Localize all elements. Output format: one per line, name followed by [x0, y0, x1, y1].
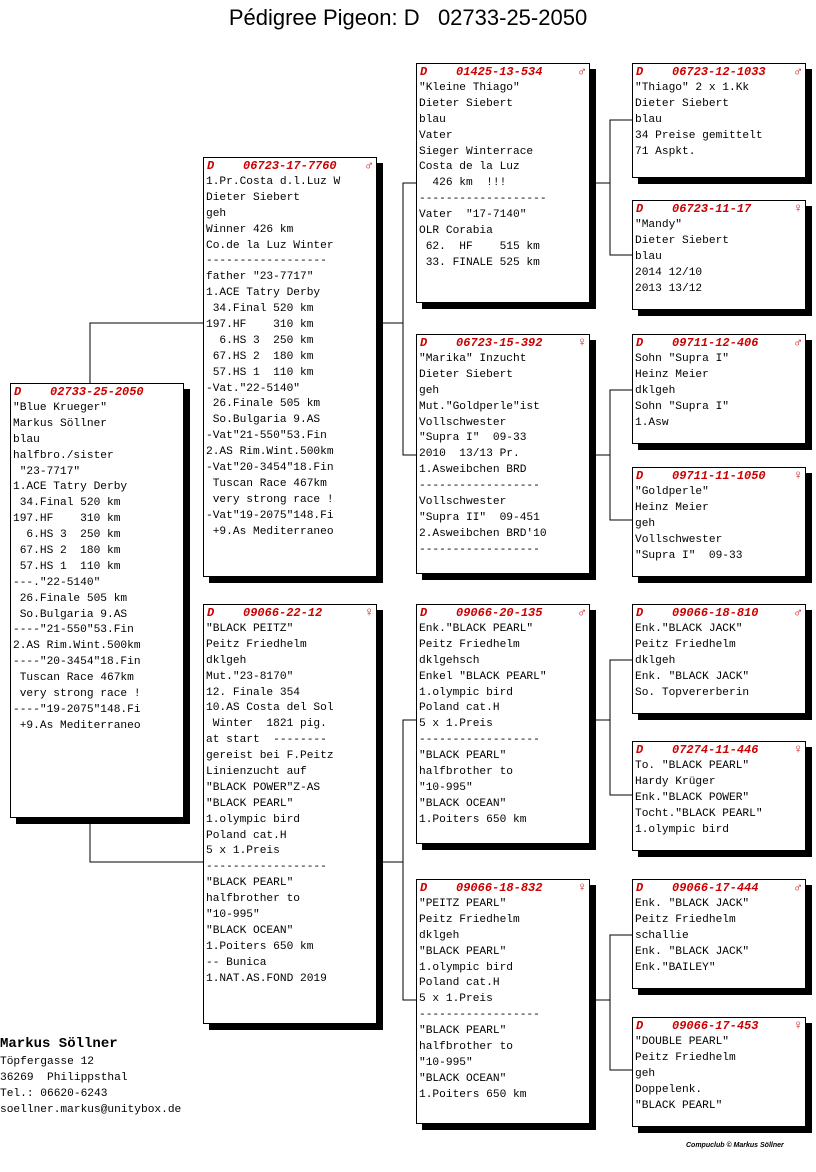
card-line: geh — [419, 384, 440, 397]
card-line: Sieger Winterrace — [419, 145, 534, 158]
card-line: Tuscan Race 467km — [13, 672, 134, 685]
card-line: "Kleine Thiago" — [419, 82, 520, 94]
male-symbol-icon: ♂ — [578, 605, 586, 620]
card-line: Tuscan Race 467km — [206, 477, 327, 490]
card-line: "BLACK PEARL" — [419, 750, 507, 763]
pedigree-card-fff — [632, 63, 806, 178]
ring-code: 09066-22-12 — [243, 606, 323, 620]
pedigree-card-fmm — [632, 467, 806, 577]
card-line: 2014 12/10 — [635, 266, 703, 279]
footer-credit: Compuclub © Markus Söllner — [686, 1142, 784, 1149]
card-body — [417, 895, 589, 1104]
female-symbol-icon: ♀ — [365, 605, 373, 620]
card-line: -Vat"19-2075"148.Fi — [206, 509, 334, 522]
card-line: 2.AS Rim.Wint.500km — [13, 640, 141, 653]
connector-father — [377, 183, 416, 455]
pedigree-card-subject — [10, 383, 184, 818]
card-line: Vollschwester — [419, 496, 507, 509]
female-symbol-icon: ♀ — [794, 468, 802, 483]
pedigree-card-mm — [416, 879, 590, 1124]
card-body — [204, 620, 376, 987]
card-line: Enk."BLACK POWER" — [635, 791, 750, 804]
card-line: Dieter Siebert — [419, 368, 513, 381]
card-line: +9.As Mediterraneo — [206, 525, 334, 538]
ring-code: 07274-11-446 — [672, 743, 759, 757]
card-line: halfbro./sister — [13, 449, 114, 462]
card-header — [11, 384, 183, 399]
card-line: geh — [635, 517, 656, 530]
card-line: Tocht."BLACK PEARL" — [635, 807, 763, 820]
card-line: 1.olympic bird — [635, 823, 729, 836]
card-line: -Vat"20-3454"18.Fin — [206, 462, 334, 475]
card-line: "DOUBLE PEARL" — [635, 1036, 729, 1048]
card-line: 57.HS 1 110 km — [13, 560, 121, 573]
card-line: 6.HS 3 250 km — [206, 334, 314, 347]
ring-code: 06723-11-17 — [672, 202, 752, 216]
card-line: 26.Finale 505 km — [13, 592, 128, 605]
card-line: ------------------ — [206, 255, 327, 268]
ring-code: 09066-18-810 — [672, 606, 759, 620]
card-line: Dieter Siebert — [635, 97, 729, 110]
card-line: 57.HS 1 110 km — [206, 366, 314, 379]
card-header — [633, 605, 805, 620]
ring-number — [636, 336, 758, 350]
card-line: 2.AS Rim.Wint.500km — [206, 446, 334, 459]
owner-info — [0, 1034, 181, 1118]
card-line: 6.HS 3 250 km — [13, 529, 121, 542]
connector-mm — [590, 935, 632, 1070]
card-line: Enk. "BLACK JACK" — [635, 945, 750, 958]
card-header — [633, 880, 805, 895]
card-line: Winter 1821 pig. — [206, 718, 327, 731]
ring-prefix: D — [636, 743, 644, 757]
card-body — [11, 399, 183, 735]
card-line: 1.Pr.Costa d.l.Luz W — [206, 176, 341, 188]
card-header — [204, 605, 376, 620]
card-line: Dieter Siebert — [419, 97, 513, 110]
pedigree-card-mother — [203, 604, 377, 1024]
card-line: Peitz Friedhelm — [635, 638, 736, 651]
ring-code: 06723-15-392 — [456, 336, 543, 350]
card-line: dklgeh — [419, 929, 460, 942]
card-line: "Supra I" 09-33 — [419, 432, 527, 445]
card-line: 10.AS Costa del Sol — [206, 702, 334, 715]
card-line: blau — [635, 113, 662, 126]
connector-mf — [590, 660, 632, 795]
card-line: 1.olympic bird — [419, 686, 513, 699]
card-line: Mut."Goldperle"ist — [419, 400, 540, 413]
card-line: 1.Asw — [635, 416, 669, 429]
card-body — [633, 79, 805, 160]
card-line: ------------------ — [419, 480, 540, 493]
card-line: So.Bulgaria 9.AS — [13, 608, 128, 621]
card-line: halfbrother to — [419, 1041, 513, 1054]
ring-prefix: D — [636, 336, 644, 350]
card-line: 67.HS 2 180 km — [206, 350, 314, 363]
ring-prefix: D — [420, 336, 428, 350]
card-line: "Mandy" — [635, 219, 682, 231]
card-line: dklgeh — [635, 384, 676, 397]
card-line: 26.Finale 505 km — [206, 398, 321, 411]
card-line: 197.HF 310 km — [13, 513, 121, 526]
card-line: "10-995" — [419, 781, 473, 794]
pedigree-card-ff — [416, 63, 590, 303]
card-line: "Marika" Inzucht — [419, 353, 527, 365]
card-line: "BLACK POWER"Z-AS — [206, 781, 321, 794]
card-line: Co.de la Luz Winter — [206, 239, 334, 252]
card-line: 197.HF 310 km — [206, 319, 314, 332]
card-line: ---."22-5140" — [13, 576, 101, 589]
pedigree-card-mfm — [632, 741, 806, 851]
male-symbol-icon: ♂ — [365, 158, 373, 173]
card-line: halfbrother to — [419, 766, 513, 779]
ring-number — [636, 202, 751, 216]
card-line: 34.Final 520 km — [13, 497, 121, 510]
card-line: "BLACK PEARL" — [419, 1025, 507, 1038]
card-line: 34 Preise gemittelt — [635, 129, 763, 142]
male-symbol-icon: ♂ — [578, 64, 586, 79]
ring-code: 06723-12-1033 — [672, 65, 766, 79]
card-line: -- Bunica — [206, 956, 267, 969]
ring-code: 09066-18-832 — [456, 881, 543, 895]
card-line: dklgeh — [206, 654, 247, 667]
card-line: Sohn "Supra I" — [635, 353, 729, 365]
ring-number — [420, 881, 542, 895]
card-line: "BLACK PEARL" — [206, 877, 294, 890]
card-line: 2.Asweibchen BRD'10 — [419, 527, 547, 540]
card-line: 5 x 1.Preis — [419, 718, 493, 731]
card-line: 67.HS 2 180 km — [13, 545, 121, 558]
card-line: Poland cat.H — [206, 829, 287, 842]
owner-city: 36269 Philippsthal — [0, 1072, 128, 1084]
card-body — [633, 620, 805, 701]
ring-number — [420, 336, 542, 350]
card-line: 426 km !!! — [419, 177, 507, 190]
connector-mother — [377, 720, 416, 1000]
ring-prefix: D — [636, 606, 644, 620]
page-title: Pédigree Pigeon: D 02733-25-2050 — [228, 5, 588, 30]
pedigree-card-fmf — [632, 334, 806, 444]
card-line: "Blue Krueger" — [13, 402, 107, 414]
pedigree-card-mmf — [632, 879, 806, 989]
card-line: 33. FINALE 525 km — [419, 256, 540, 269]
owner-phone: Tel.: 06620-6243 — [0, 1088, 108, 1100]
card-line: "23-7717" — [13, 465, 81, 478]
ring-prefix: D — [207, 606, 215, 620]
card-body — [417, 350, 589, 559]
card-line: ------------------ — [419, 1009, 540, 1022]
ring-code: 09066-17-453 — [672, 1019, 759, 1033]
card-line: 5 x 1.Preis — [206, 845, 280, 858]
card-header — [633, 335, 805, 350]
card-line: "Goldperle" — [635, 486, 709, 498]
card-line: Vater "17-7140" — [419, 209, 527, 222]
card-line: +9.As Mediterraneo — [13, 719, 141, 732]
ring-code: 06723-17-7760 — [243, 159, 337, 173]
card-header — [633, 201, 805, 216]
card-line: ------------------ — [206, 861, 327, 874]
ring-prefix: D — [420, 65, 428, 79]
card-line: OLR Corabia — [419, 225, 493, 238]
card-line: "Supra I" 09-33 — [635, 549, 743, 562]
ring-code: 09066-20-135 — [456, 606, 543, 620]
card-line: ------------------ — [419, 543, 540, 556]
card-line: 1.ACE Tatry Derby — [13, 481, 128, 494]
card-line: "BLACK PEARL" — [419, 945, 507, 958]
card-body — [633, 895, 805, 976]
card-line: Heinz Meier — [635, 368, 709, 381]
ring-number — [636, 469, 766, 483]
card-line: Doppelenk. — [635, 1083, 703, 1096]
card-line: dklgeh — [635, 654, 676, 667]
card-line: ----"19-2075"148.Fi — [13, 703, 141, 716]
card-line: geh — [635, 1067, 656, 1080]
card-line: schallie — [635, 929, 689, 942]
card-header — [417, 64, 589, 79]
pedigree-card-fm — [416, 334, 590, 574]
card-line: Enk. "BLACK JACK" — [635, 670, 750, 683]
card-line: 62. HF 515 km — [419, 240, 540, 253]
ring-prefix: D — [636, 881, 644, 895]
ring-prefix: D — [420, 606, 428, 620]
pedigree-card-mf — [416, 604, 590, 844]
card-header — [417, 880, 589, 895]
card-line: ----"21-550"53.Fin — [13, 624, 134, 637]
card-line: "BLACK OCEAN" — [419, 1072, 507, 1085]
owner-name: Markus Söllner — [0, 1036, 118, 1052]
card-line: Peitz Friedhelm — [635, 1051, 736, 1064]
connector-ff — [590, 120, 632, 255]
card-line: 71 Aspkt. — [635, 145, 696, 158]
ring-prefix: D — [420, 881, 428, 895]
card-line: Markus Söllner — [13, 417, 107, 430]
card-line: 1.Poiters 650 km — [419, 813, 527, 826]
female-symbol-icon: ♀ — [794, 742, 802, 757]
male-symbol-icon: ♂ — [794, 64, 802, 79]
card-header — [633, 64, 805, 79]
card-line: "Thiago" 2 x 1.Kk — [635, 82, 750, 94]
card-line: gereist bei F.Peitz — [206, 750, 334, 763]
card-header — [417, 335, 589, 350]
card-line: "Supra II" 09-451 — [419, 511, 540, 524]
male-symbol-icon: ♂ — [794, 605, 802, 620]
ring-prefix: D — [636, 202, 644, 216]
card-body — [417, 620, 589, 829]
card-line: ------------------ — [419, 734, 540, 747]
card-line: 1.Poiters 650 km — [206, 940, 314, 953]
card-line: blau — [419, 113, 446, 126]
ring-prefix: D — [207, 159, 215, 173]
card-line: Winner 426 km — [206, 223, 294, 236]
card-line: Enk."BAILEY" — [635, 961, 716, 974]
ring-number — [14, 385, 144, 399]
card-line: Costa de la Luz — [419, 161, 520, 174]
card-line: 1.Poiters 650 km — [419, 1088, 527, 1101]
ring-code: 01425-13-534 — [456, 65, 543, 79]
ring-number — [420, 606, 542, 620]
card-line: Dieter Siebert — [206, 191, 300, 204]
card-line: Enk. "BLACK JACK" — [635, 898, 750, 910]
ring-code: 09711-12-406 — [672, 336, 759, 350]
card-line: Peitz Friedhelm — [419, 913, 520, 926]
card-line: 5 x 1.Preis — [419, 993, 493, 1006]
ring-code: 02733-25-2050 — [50, 385, 144, 399]
card-line: Hardy Krüger — [635, 775, 716, 788]
card-line: blau — [635, 250, 662, 263]
female-symbol-icon: ♀ — [578, 880, 586, 895]
ring-prefix: D — [636, 65, 644, 79]
card-line: "BLACK PEARL" — [206, 797, 294, 810]
card-line: -Vat"21-550"53.Fin — [206, 430, 327, 443]
card-body — [417, 79, 589, 272]
ring-number — [207, 159, 337, 173]
card-line: Vollschwester — [635, 533, 723, 546]
ring-number — [420, 65, 542, 79]
card-line: Mut."23-8170" — [206, 670, 294, 683]
male-symbol-icon: ♂ — [794, 880, 802, 895]
card-line: dklgehsch — [419, 654, 480, 667]
female-symbol-icon: ♀ — [794, 1018, 802, 1033]
card-line: "10-995" — [419, 1056, 473, 1069]
card-line: Peitz Friedhelm — [419, 638, 520, 651]
card-line: "BLACK OCEAN" — [419, 797, 507, 810]
card-line: Peitz Friedhelm — [206, 638, 307, 651]
card-body — [633, 350, 805, 431]
card-line: Vollschwester — [419, 416, 507, 429]
card-line: father "23-7717" — [206, 271, 314, 284]
card-header — [417, 605, 589, 620]
ring-number — [636, 606, 758, 620]
card-body — [633, 483, 805, 564]
card-line: Enk."BLACK JACK" — [635, 623, 743, 635]
ring-code: 09711-11-1050 — [672, 469, 766, 483]
card-body — [204, 173, 376, 540]
ring-prefix: D — [14, 385, 22, 399]
card-line: 1.Asweibchen BRD — [419, 464, 527, 477]
card-header — [633, 468, 805, 483]
ring-number — [636, 743, 758, 757]
pedigree-card-ffm — [632, 200, 806, 310]
card-header — [204, 158, 376, 173]
card-line: 1.olympic bird — [206, 813, 300, 826]
card-line: Sohn "Supra I" — [635, 400, 729, 413]
card-line: Linienzucht auf — [206, 766, 307, 779]
ring-number — [636, 881, 758, 895]
card-line: "BLACK PEITZ" — [206, 623, 294, 635]
card-line: halfbrother to — [206, 893, 300, 906]
card-header — [633, 742, 805, 757]
ring-prefix: D — [636, 1019, 644, 1033]
card-body — [633, 1033, 805, 1114]
card-line: very strong race ! — [206, 493, 334, 506]
card-line: To. "BLACK PEARL" — [635, 760, 750, 772]
card-line: So. Topvererberin — [635, 686, 750, 699]
card-header — [633, 1018, 805, 1033]
card-line: at start -------- — [206, 734, 327, 747]
card-line: Heinz Meier — [635, 501, 709, 514]
ring-number — [636, 1019, 758, 1033]
card-line: Dieter Siebert — [635, 234, 729, 247]
card-line: ----"20-3454"18.Fin — [13, 656, 141, 669]
card-line: Poland cat.H — [419, 702, 500, 715]
card-line: So.Bulgaria 9.AS — [206, 414, 321, 427]
card-line: 12. Finale 354 — [206, 686, 300, 699]
card-line: Vater — [419, 129, 453, 142]
card-body — [633, 757, 805, 838]
card-line: very strong race ! — [13, 688, 141, 701]
male-symbol-icon: ♂ — [794, 335, 802, 350]
pedigree-card-mff — [632, 604, 806, 714]
ring-prefix: D — [636, 469, 644, 483]
card-line: "10-995" — [206, 909, 260, 922]
card-line: 34.Final 520 km — [206, 303, 314, 316]
card-line: "BLACK PEARL" — [635, 1099, 723, 1112]
card-line: 1.NAT.AS.FOND 2019 — [206, 972, 327, 985]
female-symbol-icon: ♀ — [578, 335, 586, 350]
card-line: 2013 13/12 — [635, 282, 703, 295]
owner-street: Töpfergasse 12 — [0, 1056, 94, 1068]
ring-code: 09066-17-444 — [672, 881, 759, 895]
card-line: -Vat."22-5140" — [206, 382, 300, 395]
card-line: Enk."BLACK PEARL" — [419, 623, 534, 635]
ring-number — [636, 65, 766, 79]
female-symbol-icon: ♀ — [794, 201, 802, 216]
owner-email: soellner.markus@unitybox.de — [0, 1104, 182, 1116]
card-line: ------------------- — [419, 193, 547, 206]
card-line: Peitz Friedhelm — [635, 913, 736, 926]
card-line: 1.olympic bird — [419, 961, 513, 974]
card-line: blau — [13, 433, 40, 446]
card-line: Enkel "BLACK PEARL" — [419, 670, 547, 683]
pedigree-card-father — [203, 157, 377, 577]
ring-number — [207, 606, 322, 620]
connector-fm — [590, 390, 632, 520]
card-body — [633, 216, 805, 297]
card-line: Poland cat.H — [419, 977, 500, 990]
card-line: 1.ACE Tatry Derby — [206, 287, 321, 300]
card-line: "PEITZ PEARL" — [419, 898, 507, 910]
pedigree-card-mmm — [632, 1017, 806, 1127]
card-line: geh — [206, 207, 227, 220]
card-line: 2010 13/13 Pr. — [419, 448, 520, 461]
card-line: "BLACK OCEAN" — [206, 924, 294, 937]
